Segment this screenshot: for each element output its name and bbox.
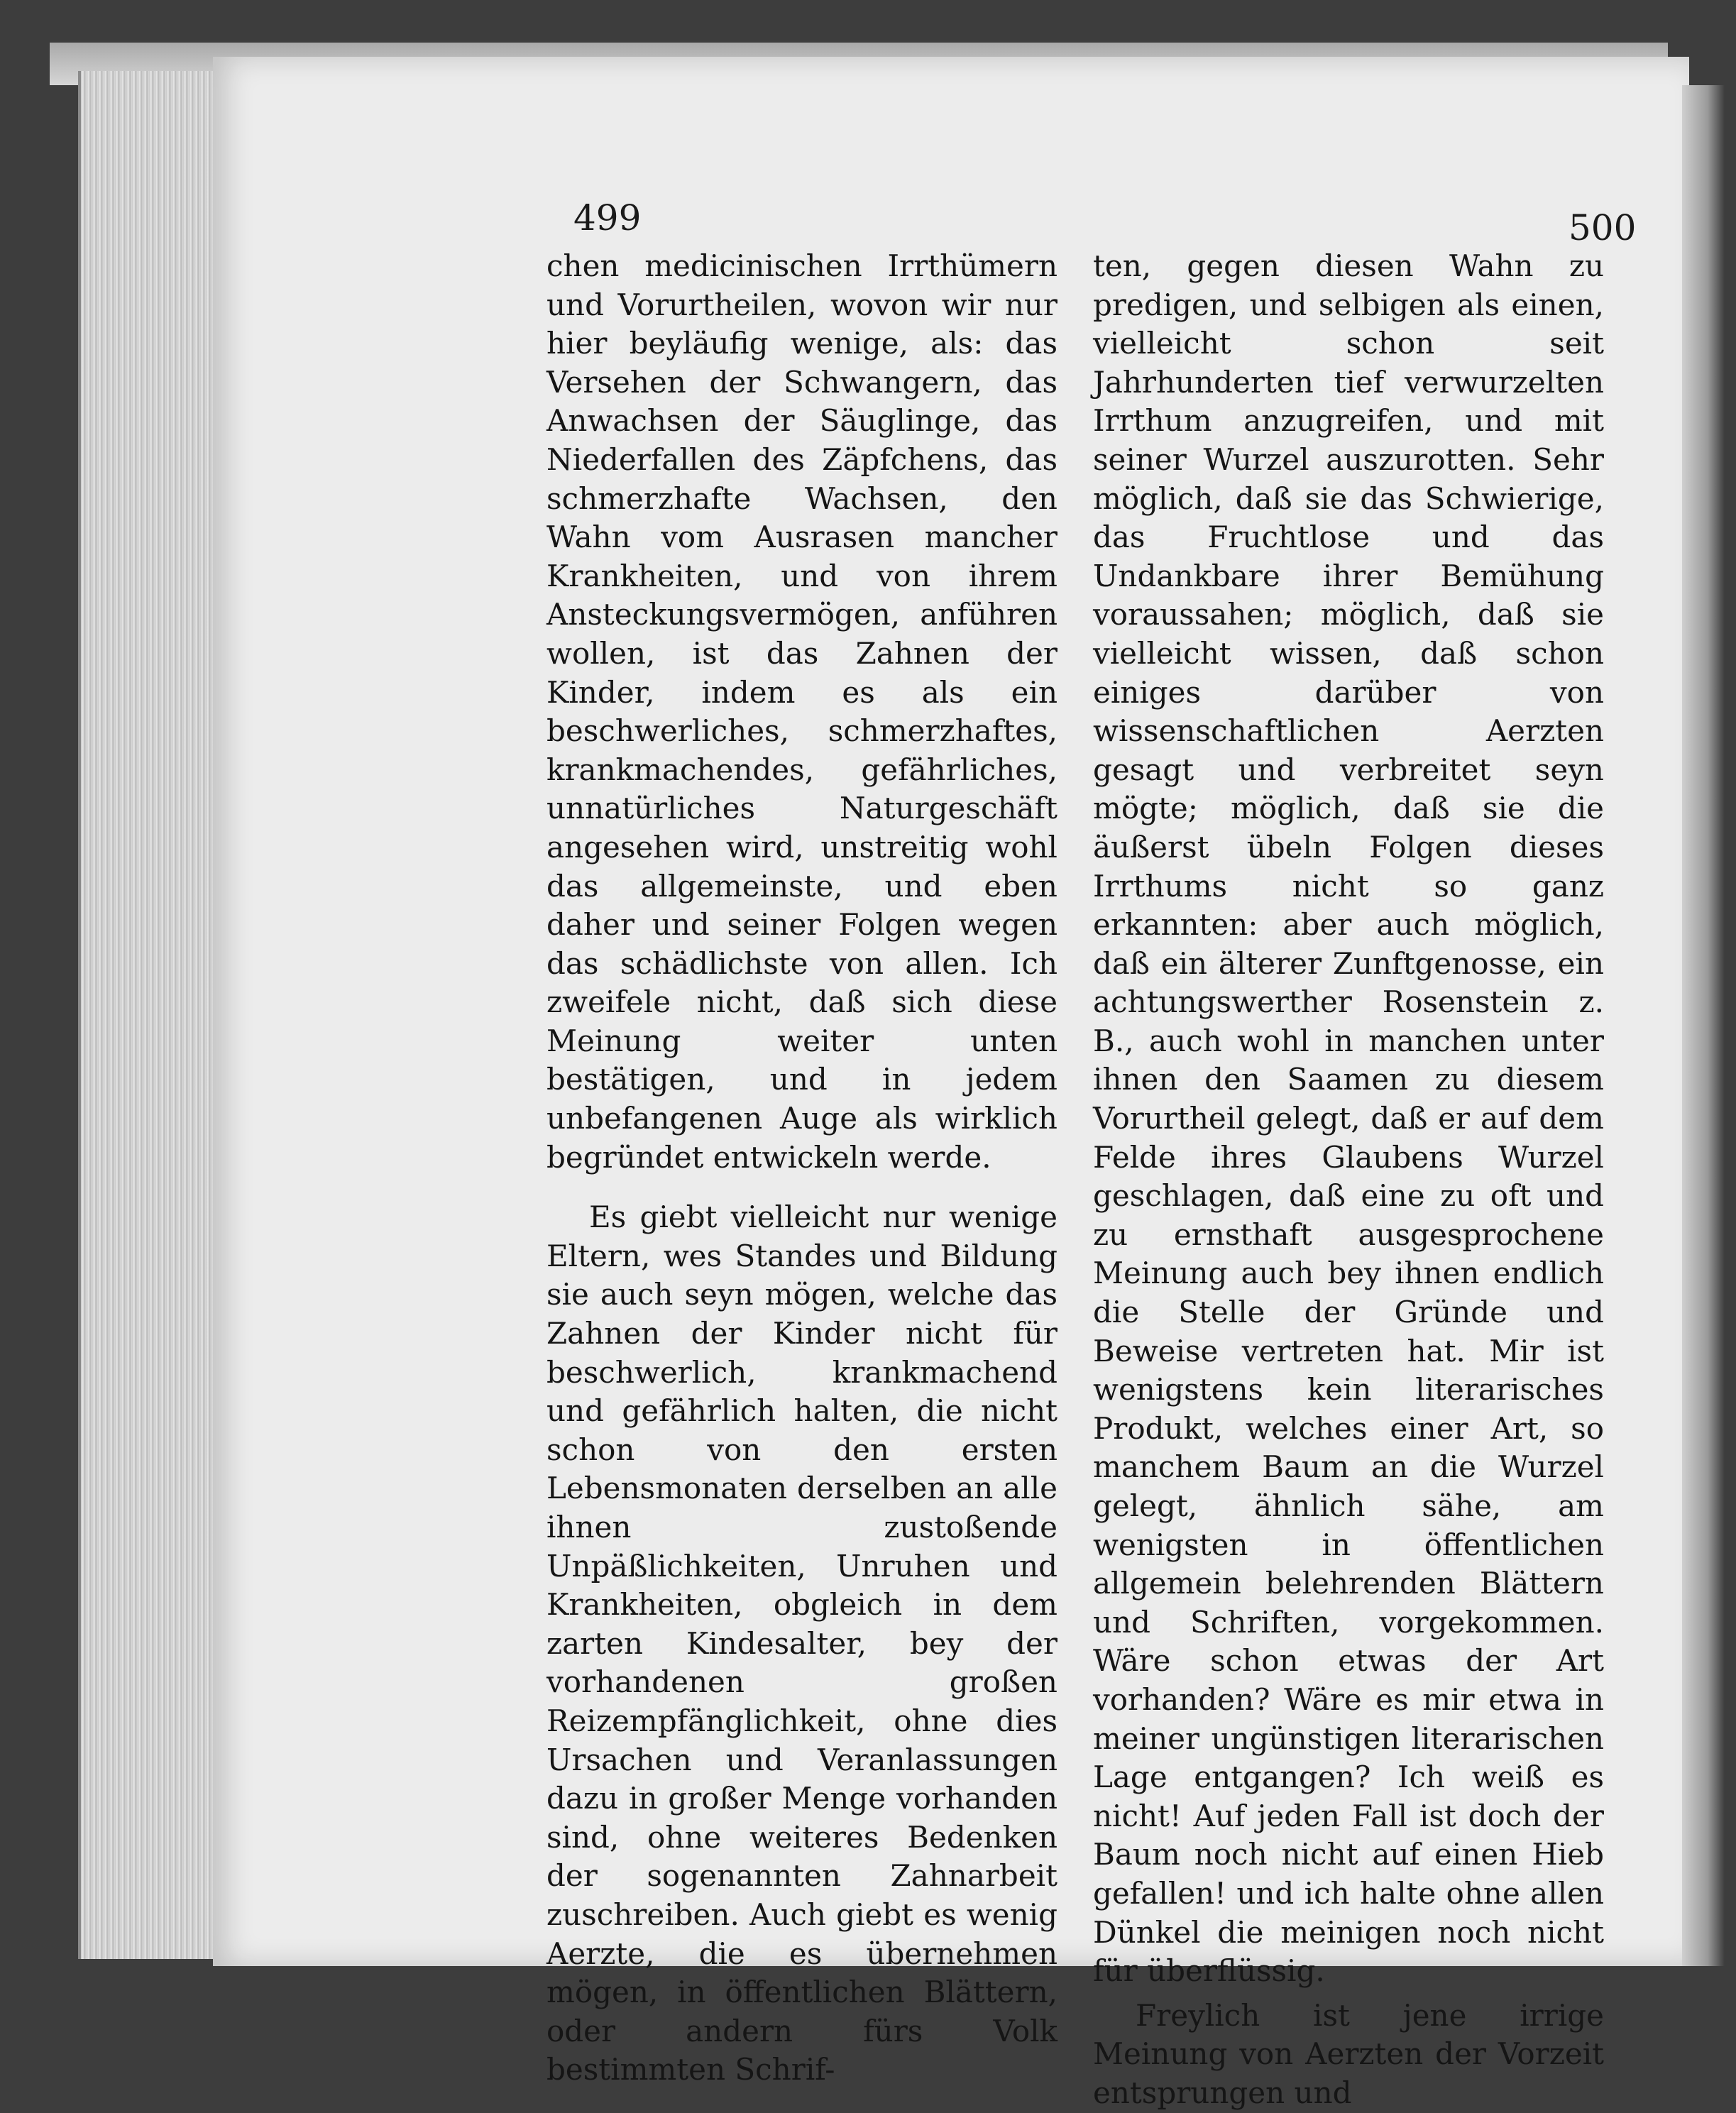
left-text-column: [546, 247, 1057, 2090]
right-paragraph-2: Freylich ist jene irrige Meinung von Aerzten der Vorzeit entsprungen und: [1093, 1997, 1604, 2110]
left-paragraph-2: Es giebt vielleicht nur wenige Eltern, wes Standes und Bildung sie auch seyn mögen, welche das Zahnen der Kinder nicht für beschwerlich, krankmachend und gefährlich halten, die nicht schon von den ersten Lebensmonaten derselben an alle ihnen zustoßende Unpäßlichkeiten, Unruhen und Krankheiten, obgleich in dem zarten Kindesalter, bey der vorhandenen großen Reizempfänglichkeit, ohne dies Ursachen und Veranlassungen dazu in großer Menge vorhanden sind, ohne weiteres Bedenken der sogenannten Zahnarbeit zuschreiben. Auch giebt es wenig Aerzte, die es übernehmen mögen, in öffentlichen Blättern, oder andern fürs Volk bestimmten Schrif-: [546, 1200, 1057, 2087]
right-paragraph-1: ten, gegen diesen Wahn zu predigen, und selbigen als einen, vielleicht schon seit Jahrhunderten tief verwurzelten Irrthum anzugreifen, und mit seiner Wurzel auszurotten. Sehr möglich, daß sie das Schwierige, das Fruchtlose und das Undankbare ihrer Bemühung voraussahen; möglich, daß sie vielleicht wissen, daß schon einiges darüber von wissenschaftlichen Aerzten gesagt und verbreitet seyn mögte; möglich, daß sie die äußerst übeln Folgen dieses Irrthums nicht so ganz erkannten: aber auch möglich, daß ein älterer Zunftgenosse, ein achtungswerther Rosenstein z. B., auch wohl in manchen unter ihnen den Saamen zu diesem Vorurtheil gelegt, daß er auf dem Felde ihres Glaubens Wurzel geschlagen, daß eine zu oft und zu ernsthaft ausgesprochene Meinung auch bey ihnen endlich die Stelle der Gründe und Beweise vertreten hat. Mir ist wenigstens kein literarisches Produkt, welches einer Art, so manchem Baum an die Wurzel gelegt, ähnlich sähe, am wenigsten in öffentlichen allgemein belehrenden Blättern und Schriften, vorgekommen. Wäre schon etwas der Art vorhanden? Wäre es mir etwa in meiner ungünstigen literarischen Lage entgangen? Ich weiß es nicht! Auf jeden Fall ist doch der Baum noch nicht auf einen Hieb gefallen! und ich halte ohne allen Dünkel die meinigen noch nicht für überflüssig.: [1093, 248, 1604, 1989]
right-text-column: [1093, 247, 1604, 2113]
page-number-right: 500: [1569, 207, 1637, 248]
left-paragraph-1: chen medicinischen Irrthümern und Vorurtheilen, wovon wir nur hier beyläufig wenige, als: das Versehen der Schwangern, das Anwachsen der Säuglinge, das Niederfallen des Zäpfchens, das schmerzhafte Wachsen, den Wahn vom Ausrasen mancher Krankheiten, und von ihrem Ansteckungsvermögen, anführen wollen, ist das Zahnen der Kinder, indem es als ein beschwerliches, schmerzhaftes, krankmachendes, gefährliches, unnatürliches Naturgeschäft angesehen wird, unstreitig wohl das allgemeinste, und eben daher und seiner Folgen wegen das schädlichste von allen. Ich zweifele nicht, daß sich diese Meinung weiter unten bestätigen, und in jedem unbefangenen Auge als wirklich begründet entwickeln werde.: [546, 248, 1057, 1175]
page-number-left: 499: [573, 197, 642, 238]
binding-edge: [1682, 85, 1725, 1966]
